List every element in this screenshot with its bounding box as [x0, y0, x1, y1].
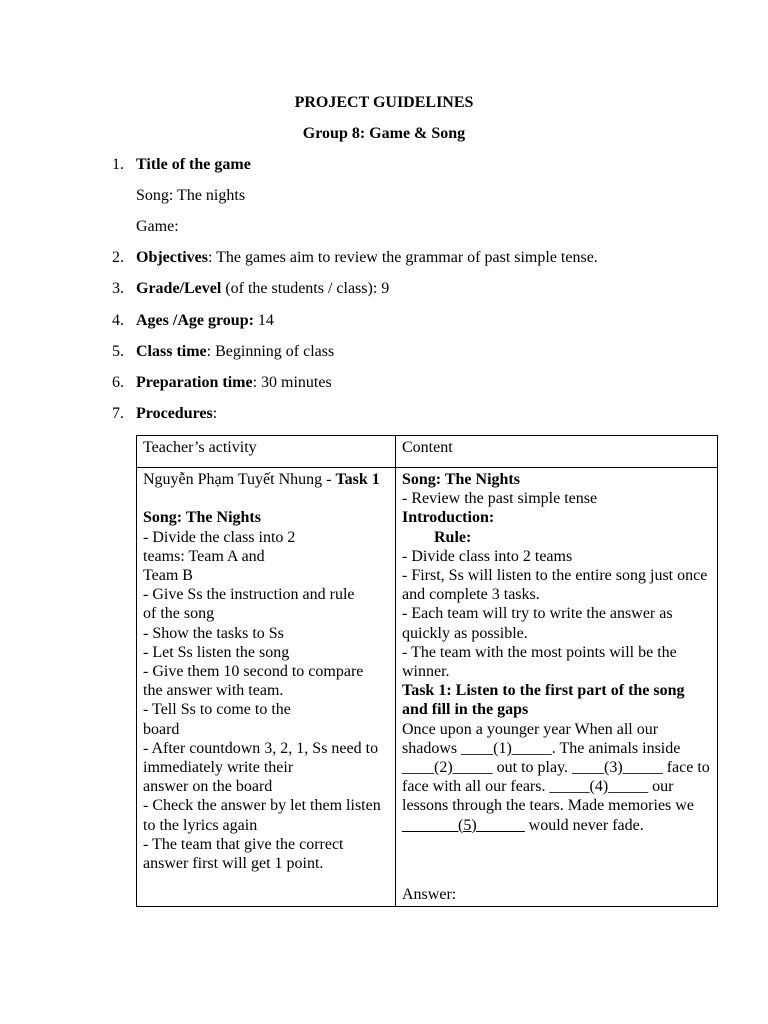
page-title: PROJECT GUIDELINES	[294, 94, 474, 111]
item-text: : Beginning of class	[206, 343, 335, 360]
teacher-step: board	[143, 720, 180, 738]
teacher-step: - After countdown 3, 2, 1, Ss need to	[143, 739, 379, 757]
item-number: 1.	[112, 156, 124, 173]
teacher-step: immediately write their	[143, 759, 294, 777]
teacher-step: to the lyrics again	[143, 816, 258, 834]
teacher-task: Task 1	[335, 471, 380, 488]
teacher-step: answer first will get 1 point.	[143, 855, 324, 873]
item-number: 2.	[112, 249, 124, 266]
content-task1-heading: Task 1: Listen to the first part of the song and fill in the gaps	[402, 682, 685, 719]
content-song-title: Song: The Nights	[402, 471, 520, 488]
item-label: Ages /Age group:	[136, 312, 254, 329]
teacher-step: answer on the board	[143, 778, 273, 796]
table-header-content: Content	[396, 436, 718, 468]
lyrics-blank: _______(5)______	[402, 816, 525, 834]
teacher-step: - Tell Ss to come to the	[143, 701, 291, 719]
teacher-step: - The team that give the correct	[143, 835, 344, 853]
lyrics-end: would never fade.	[524, 816, 644, 834]
item-text: : The games aim to review the grammar of past simple tense.	[207, 249, 598, 266]
item-text: : 30 minutes	[252, 374, 332, 391]
list-item-ages	[136, 311, 274, 331]
teacher-name-line	[143, 470, 389, 489]
item-label: Objectives	[136, 249, 208, 266]
item-text: (of the students / class): 9	[221, 280, 390, 297]
content-review: - Review the past simple tense	[402, 490, 598, 508]
teacher-step: - Let Ss listen the song	[143, 643, 290, 661]
content-intro: Introduction:	[402, 509, 495, 527]
content-answer: Answer:	[402, 885, 457, 903]
list-item-game	[136, 217, 179, 237]
item-number: 3.	[112, 280, 124, 297]
content-lyrics	[402, 720, 711, 835]
list-item-class-time	[136, 342, 334, 362]
item-text: 14	[253, 312, 274, 329]
table-header-row	[137, 436, 718, 468]
procedures-table	[136, 435, 718, 907]
table-row	[137, 468, 718, 907]
item-label: Procedures	[136, 405, 213, 422]
item-text: Game:	[136, 218, 179, 235]
teacher-step: teams: Team A and	[143, 547, 265, 565]
list-item-objectives	[136, 248, 598, 268]
teacher-song-title: Song: The Nights	[143, 509, 261, 527]
item-label: Title of the game	[136, 156, 251, 173]
content-rule: - Divide class into 2 teams	[402, 547, 573, 565]
item-label: Grade/Level	[136, 280, 222, 297]
content-rule: - First, Ss will listen to the entire song just once and complete 3 tasks.	[402, 567, 708, 604]
table-header-teacher: Teacher’s activity	[137, 436, 396, 468]
item-number: 5.	[112, 343, 124, 360]
list-item-preparation	[136, 373, 332, 393]
item-text: :	[212, 405, 218, 422]
lyrics-text: Once upon a younger year When all our shadows ____(1)_____. The animals inside ____(2)_____ out to play. ____(3)_____ face to face with all our fears. _____(4)_____ our lessons through the tears. Made memories we	[402, 720, 710, 815]
list-item-song	[136, 186, 245, 206]
item-label: Class time	[136, 343, 207, 360]
content-rule: - The team with the most points will be the winner.	[402, 643, 677, 681]
list-item-procedures	[136, 404, 217, 424]
content-rule-heading: Rule:	[434, 528, 472, 546]
teacher-step: - Give them 10 second to compare	[143, 663, 364, 681]
teacher-step: - Divide the class into 2	[143, 528, 296, 546]
list-item-title	[136, 155, 251, 175]
page-subtitle: Group 8: Game & Song	[302, 125, 466, 142]
teacher-step: Team B	[143, 567, 193, 584]
teacher-activity-cell	[137, 468, 396, 907]
teacher-step: of the song	[143, 605, 215, 623]
item-label: Preparation time	[136, 374, 253, 391]
content-rule: - Each team will try to write the answer as quickly as possible.	[402, 605, 673, 642]
teacher-step: the answer with team.	[143, 682, 284, 700]
item-number: 7.	[112, 405, 124, 422]
teacher-step: - Show the tasks to Ss	[143, 624, 284, 642]
teacher-name: Nguyễn Phạm Tuyết Nhung -	[143, 471, 336, 488]
teacher-step: - Check the answer by let them listen	[143, 797, 381, 815]
item-number: 4.	[112, 312, 124, 329]
list-item-grade	[136, 279, 389, 299]
item-text: Song: The nights	[136, 187, 246, 204]
content-cell	[396, 468, 718, 907]
spacer	[143, 489, 389, 508]
item-number: 6.	[112, 374, 124, 391]
teacher-step: - Give Ss the instruction and rule	[143, 586, 355, 604]
